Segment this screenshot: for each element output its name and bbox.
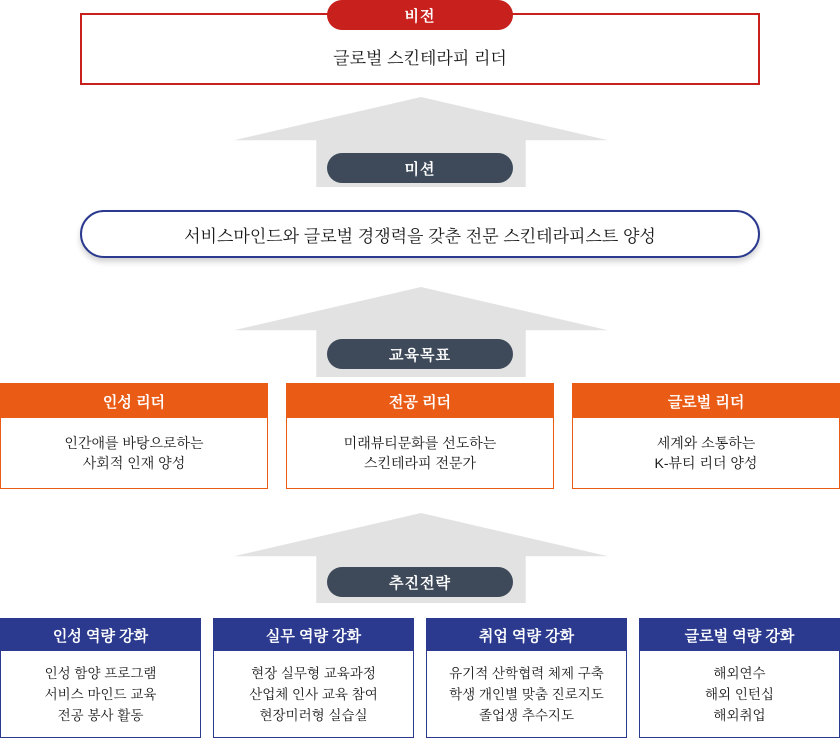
strategy-badge: 추진전략 [327, 567, 513, 597]
vision-text: 글로벌 스킨테라피 리더 [333, 48, 507, 68]
strategy-title: 인성 역량 강화 [1, 619, 200, 651]
goal-line: 사회적 인재 양성 [82, 455, 186, 471]
strategy-row [0, 618, 840, 738]
strategy-title: 글로벌 역량 강화 [640, 619, 839, 651]
goal-title: 글로벌 리더 [573, 384, 839, 418]
goal-line: 세계와 소통하는 [656, 435, 756, 451]
goal-card [572, 383, 840, 489]
strategy-title: 실무 역량 강화 [214, 619, 413, 651]
strategy-body [640, 651, 839, 737]
strategy-line: 학생 개인별 맞춤 진로지도 [449, 686, 604, 702]
goal-line: 미래뷰티문화를 선도하는 [343, 435, 497, 451]
goals-badge: 교육목표 [327, 339, 513, 369]
strategy-body [214, 651, 413, 737]
goal-line: K-뷰티 리더 양성 [654, 455, 758, 471]
goals-row [0, 383, 840, 489]
strategy-line: 서비스 마인드 교육 [44, 686, 157, 702]
strategy-title: 취업 역량 강화 [427, 619, 626, 651]
strategy-line: 현장미러형 실습실 [259, 707, 368, 723]
strategy-line: 산업체 인사 교육 참여 [249, 686, 378, 702]
goal-title: 인성 리더 [1, 384, 267, 418]
strategy-card [213, 618, 414, 738]
strategy-card [639, 618, 840, 738]
goal-card [286, 383, 554, 489]
strategy-card [0, 618, 201, 738]
mission-text: 서비스마인드와 글로벌 경쟁력을 갖춘 전문 스킨테라피스트 양성 [184, 226, 656, 246]
goal-line: 스킨테라피 전문가 [363, 455, 477, 471]
strategy-line: 졸업생 추수지도 [478, 707, 575, 723]
strategy-line: 해외연수 [713, 665, 766, 681]
goal-body [573, 418, 839, 488]
vision-badge: 비전 [327, 0, 513, 30]
strategy-line: 현장 실무형 교육과정 [251, 665, 376, 681]
strategy-body [1, 651, 200, 737]
strategy-line: 유기적 산학협력 체제 구축 [449, 665, 604, 681]
goal-body [1, 418, 267, 488]
strategy-line: 전공 봉사 활동 [57, 707, 144, 723]
goal-title: 전공 리더 [287, 384, 553, 418]
goal-body [287, 418, 553, 488]
mission-box [80, 210, 760, 258]
strategy-line: 해외취업 [713, 707, 766, 723]
strategy-line: 해외 인턴십 [705, 686, 774, 702]
mission-badge: 미션 [327, 153, 513, 183]
strategy-card [426, 618, 627, 738]
strategy-body [427, 651, 626, 737]
goal-line: 인간애를 바탕으로하는 [64, 435, 204, 451]
goal-card [0, 383, 268, 489]
strategy-line: 인성 함양 프로그램 [44, 665, 157, 681]
